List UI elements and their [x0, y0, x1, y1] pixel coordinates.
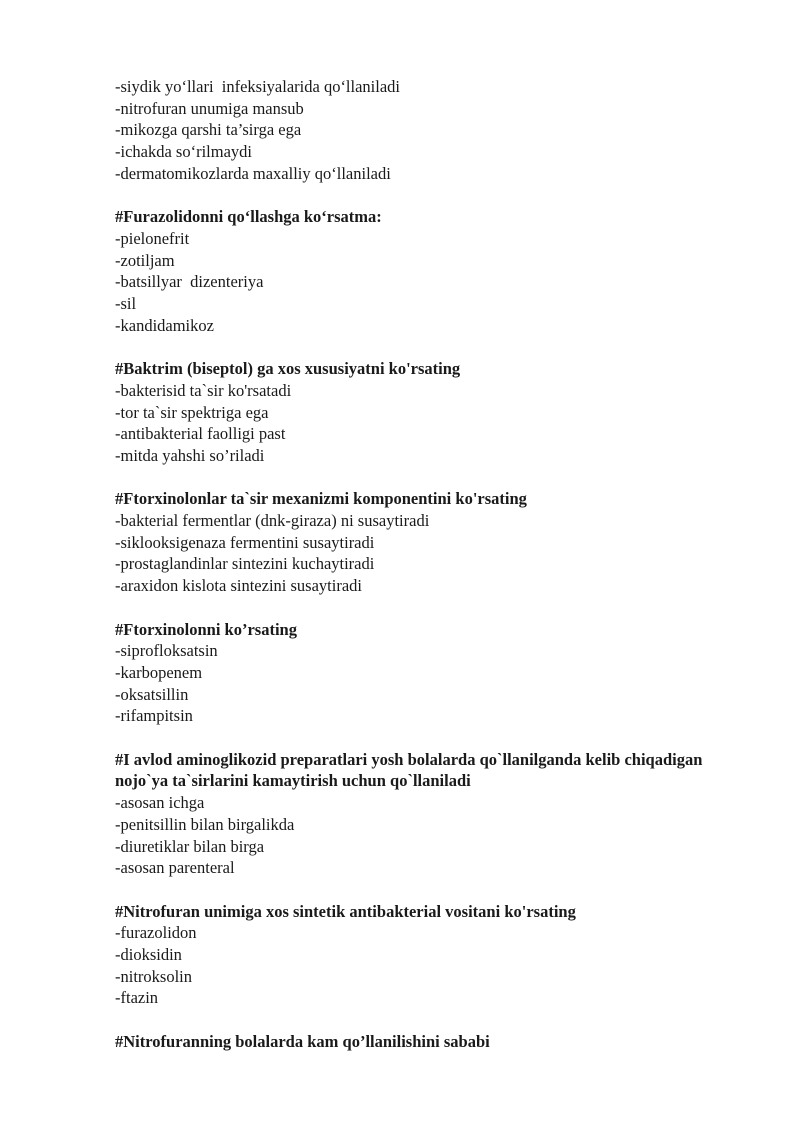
spacer	[115, 879, 715, 901]
spacer	[115, 185, 715, 207]
intro-option-2: -nitrofuran unumiga mansub	[115, 98, 304, 118]
answer-option: -antibakterial faolligi past	[115, 424, 286, 444]
question-heading: #I avlod aminoglikozid preparatlari yosh bolalarda qo`llanilganda kelib chiqadigan nojo`ya ta`sirlarini kamaytirish uchun qo`llaniladi	[115, 749, 703, 791]
answer-option: -ftazin	[115, 988, 159, 1008]
answer-option: -pielonefrit	[115, 228, 190, 248]
answer-option: -kandidamikoz	[115, 315, 214, 335]
spacer	[115, 467, 715, 489]
answer-option: -mitda yahshi so’riladi	[115, 445, 265, 465]
answer-option: -diuretiklar bilan birga	[115, 836, 265, 856]
answer-option: -siklooksigenaza fermentini susaytiradi	[115, 532, 375, 552]
answer-option: -zotiljam	[115, 250, 175, 270]
intro-option-3: -mikozga qarshi ta’sirga ega	[115, 120, 302, 140]
spacer	[115, 1009, 715, 1031]
spacer	[115, 727, 715, 749]
answer-option: -batsillyar dizenteriya	[115, 272, 264, 292]
answer-option: -rifampitsin	[115, 706, 193, 726]
spacer	[115, 597, 715, 619]
intro-option-4: -ichakda so‘rilmaydi	[115, 142, 252, 162]
answer-option: -tor ta`sir spektriga ega	[115, 402, 269, 422]
question-heading: #Nitrofuran unimiga xos sintetik antibakterial vositani ko'rsating	[115, 901, 576, 921]
answer-option: -prostaglandinlar sintezini kuchaytiradi	[115, 554, 375, 574]
answer-option: -dioksidin	[115, 945, 182, 965]
answer-option: -bakterial fermentlar (dnk-giraza) ni susaytiradi	[115, 511, 430, 531]
answer-option: -bakterisid ta`sir ko'rsatadi	[115, 380, 292, 400]
answer-option: -siprofloksatsin	[115, 641, 218, 661]
spacer	[115, 336, 715, 358]
answer-option: -nitroksolin	[115, 966, 192, 986]
answer-option: -asosan ichga	[115, 793, 205, 813]
answer-option: -araxidon kislota sintezini susaytiradi	[115, 576, 362, 596]
answer-option: -asosan parenteral	[115, 858, 235, 878]
question-heading: #Furazolidonni qo‘llashga ko‘rsatma:	[115, 207, 382, 227]
intro-option-5: -dermatomikozlarda maxalliy qo‘llaniladi	[115, 163, 391, 183]
answer-option: -penitsillin bilan birgalikda	[115, 814, 295, 834]
answer-option: -furazolidon	[115, 923, 197, 943]
question-heading: #Ftorxinolonlar ta`sir mexanizmi komponentini ko'rsating	[115, 489, 527, 509]
answer-option: -karbopenem	[115, 662, 203, 682]
intro-option-1: -siydik yo‘llari infeksiyalarida qo‘llaniladi	[115, 77, 401, 96]
question-heading: #Nitrofuranning bolalarda kam qo’llanilishini sababi	[115, 1031, 490, 1051]
answer-option: -sil	[115, 294, 137, 314]
document-body	[115, 76, 715, 1053]
answer-option: -oksatsillin	[115, 684, 189, 704]
question-heading: #Ftorxinolonni ko’rsating	[115, 619, 297, 639]
question-heading: #Baktrim (biseptol) ga xos xususiyatni ko'rsating	[115, 359, 461, 379]
